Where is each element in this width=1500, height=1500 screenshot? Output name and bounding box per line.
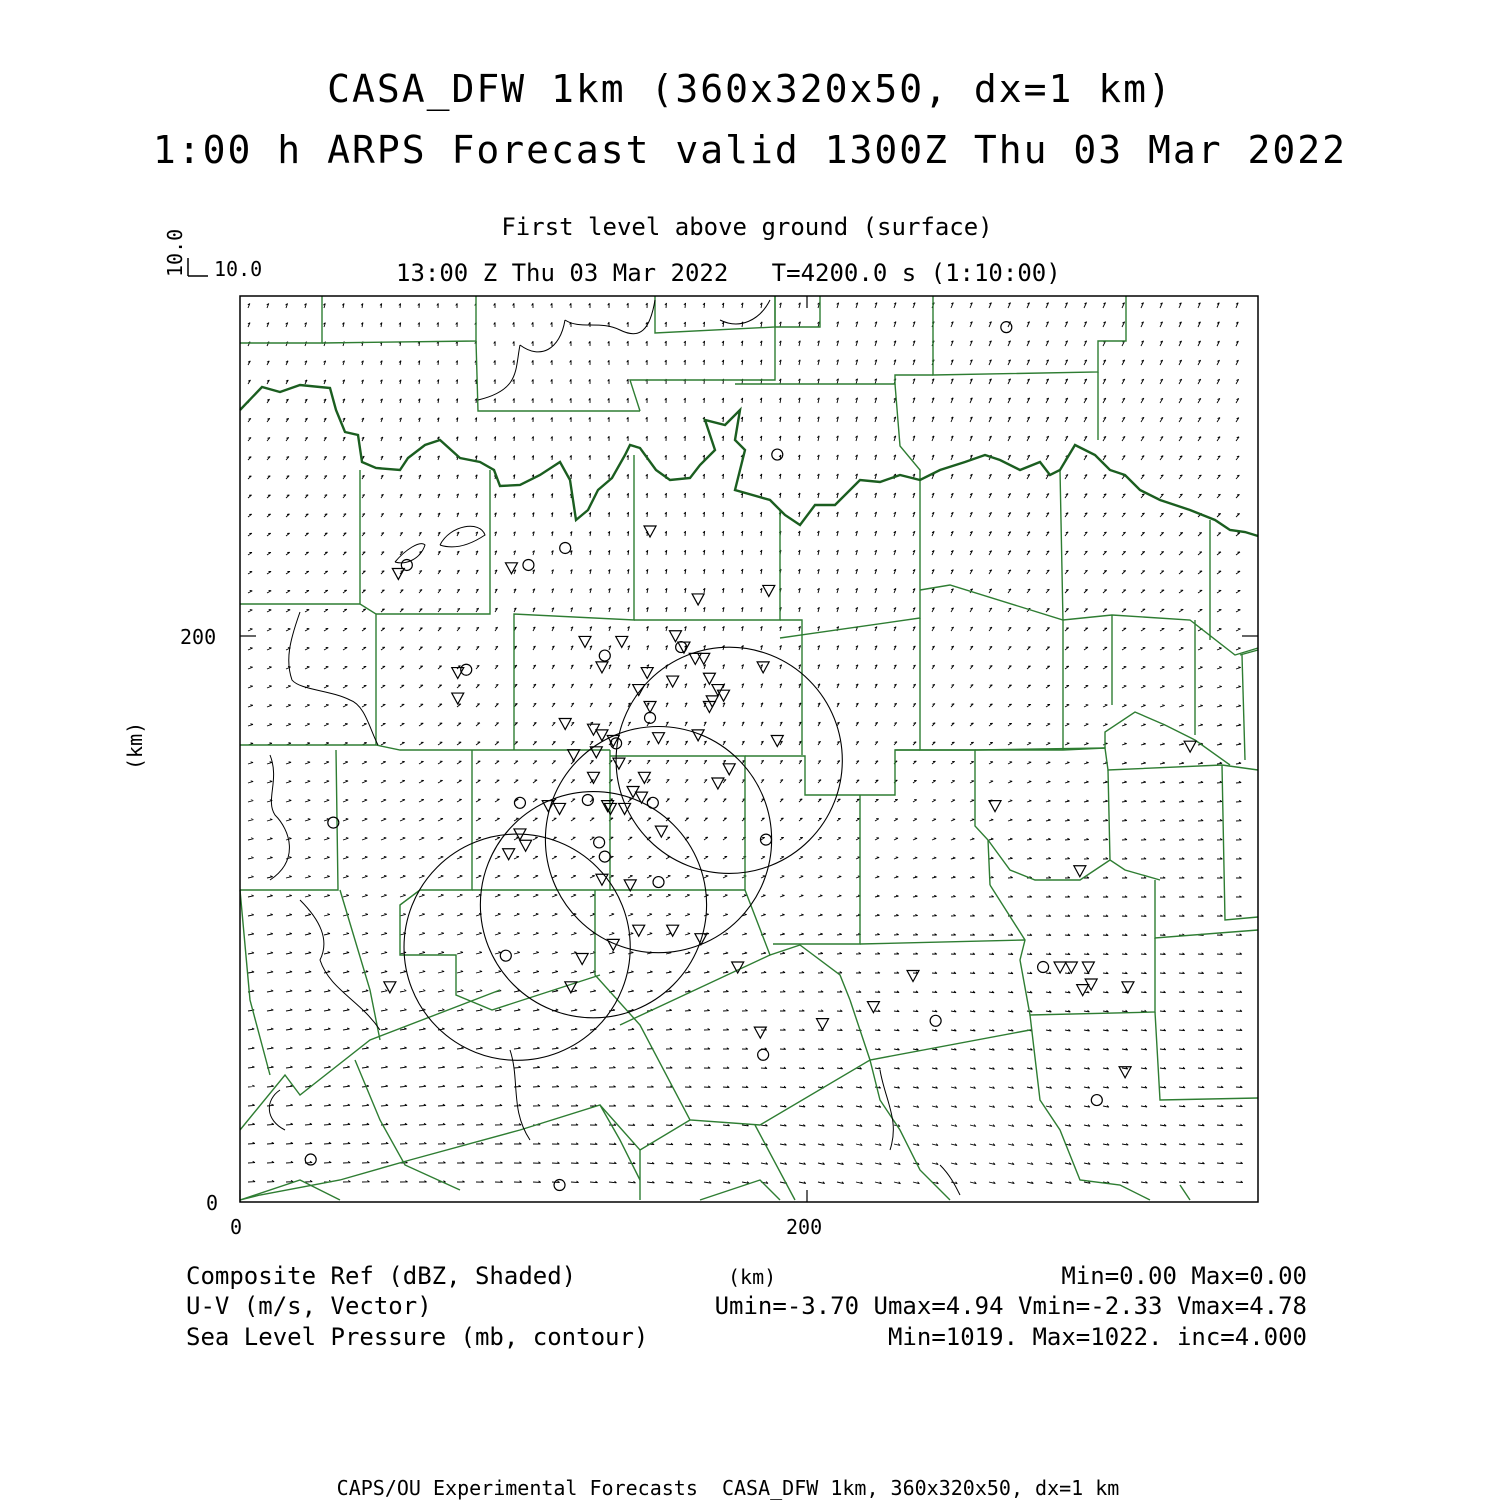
station-circle-marker (560, 542, 571, 553)
water-outlines (269, 300, 960, 1195)
station-triangle-marker (452, 693, 464, 704)
station-triangle-marker (712, 778, 724, 789)
station-triangle-marker (644, 526, 656, 537)
station-triangle-marker (653, 733, 665, 744)
footer-credit: CAPS/OU Experimental Forecasts CASA_DFW 1km, 360x320x50, dx=1 km (336, 1476, 1120, 1500)
station-triangle-marker (613, 758, 625, 769)
radar-range-rings (404, 647, 842, 1060)
y-tick-label-0: 0 (206, 1191, 219, 1215)
station-triangle-marker (554, 803, 566, 814)
station-triangle-marker (1122, 982, 1134, 993)
station-triangle-marker (1054, 962, 1066, 973)
station-triangle-marker (1065, 962, 1077, 973)
station-triangle-marker (559, 719, 571, 730)
radar-ring (480, 792, 706, 1018)
legend-reflectivity-stats: Min=0.00 Max=0.00 (1061, 1262, 1307, 1290)
station-triangle-marker (655, 826, 667, 837)
station-triangle-marker (689, 653, 701, 664)
y-tick-label-200: 200 (180, 625, 217, 649)
station-triangle-marker (771, 736, 783, 747)
station-triangle-marker (633, 685, 645, 696)
station-triangle-marker (1184, 741, 1196, 752)
station-triangle-marker (1082, 962, 1094, 973)
station-circle-marker (582, 794, 593, 805)
radar-ring (545, 726, 771, 952)
station-circle-marker (645, 712, 656, 723)
station-circle-marker (1038, 962, 1049, 973)
station-triangle-marker (624, 880, 636, 891)
station-triangle-marker (1074, 866, 1086, 877)
legend-pressure-stats: Min=1019. Max=1022. inc=4.000 (887, 1323, 1307, 1351)
station-triangle-marker (503, 849, 515, 860)
county-boundaries (240, 296, 1258, 1200)
radar-ring (404, 834, 630, 1060)
station-triangle-marker (641, 668, 653, 679)
station-triangle-marker (1077, 985, 1089, 996)
station-triangle-marker (817, 1019, 829, 1030)
station-triangle-marker (505, 563, 517, 574)
station-triangle-marker (392, 568, 404, 579)
station-triangle-marker (568, 750, 580, 761)
station-triangle-marker (644, 702, 656, 713)
station-circle-marker (523, 559, 534, 570)
vector-key (163, 229, 262, 281)
chart-title-line-2: 1:00 h ARPS Forecast valid 1300Z Thu 03 Mar 2022 (152, 128, 1348, 172)
station-circle-marker (500, 950, 511, 961)
vector-key-y-label: 10.0 (163, 228, 187, 277)
station-circle-marker (401, 559, 412, 570)
station-circle-marker (305, 1154, 316, 1165)
x-axis-unit: (km) (728, 1265, 777, 1289)
station-triangle-marker (616, 636, 628, 647)
station-triangle-marker (757, 662, 769, 673)
vector-key-x-label: 10.0 (214, 257, 263, 281)
station-triangle-marker (763, 585, 775, 596)
legend-wind-stats: Umin=-3.70 Umax=4.94 Vmin=-2.33 Vmax=4.78 (714, 1292, 1307, 1320)
legend-wind-label: U-V (m/s, Vector) (186, 1292, 432, 1320)
station-triangle-marker (587, 772, 599, 783)
station-triangle-marker (596, 874, 608, 885)
station-circle-marker (554, 1180, 565, 1191)
station-triangle-marker (667, 676, 679, 687)
station-circle-marker (1001, 322, 1012, 333)
station-triangle-marker (576, 954, 588, 965)
station-circle-marker (594, 837, 605, 848)
station-circle-marker (647, 797, 658, 808)
legend-reflectivity-label: Composite Ref (dBZ, Shaded) (186, 1262, 577, 1290)
y-axis-unit: (km) (123, 721, 147, 770)
wind-vector-arrows (248, 303, 1243, 1184)
station-triangle-marker (596, 662, 608, 673)
valid-time-line: 13:00 Z Thu 03 Mar 2022 T=4200.0 s (1:10:00) (396, 259, 1061, 287)
station-triangle-marker (636, 792, 648, 803)
wind-vector-field (248, 303, 1243, 1184)
station-triangle-marker (698, 653, 710, 664)
station-triangle-marker (723, 764, 735, 775)
station-circle-marker (772, 449, 783, 460)
station-triangle-marker (703, 673, 715, 684)
chart-title-line-1: CASA_DFW 1km (360x320x50, dx=1 km) (327, 67, 1173, 111)
x-tick-label-0: 0 (230, 1215, 243, 1239)
legend-pressure-label: Sea Level Pressure (mb, contour) (186, 1323, 649, 1351)
station-triangle-marker (669, 631, 681, 642)
station-circle-marker (599, 851, 610, 862)
station-circle-marker (930, 1015, 941, 1026)
station-circle-marker (611, 738, 622, 749)
station-circle-marker (758, 1049, 769, 1060)
station-triangle-marker (520, 840, 532, 851)
station-triangle-marker (579, 636, 591, 647)
station-circle-marker (599, 650, 610, 661)
station-triangle-marker (542, 801, 554, 812)
station-triangle-marker (907, 971, 919, 982)
station-circle-marker (1091, 1095, 1102, 1106)
chart-subtitle: First level above ground (surface) (501, 213, 993, 241)
station-triangle-marker (692, 594, 704, 605)
station-triangle-marker (989, 801, 1001, 812)
x-tick-label-200: 200 (786, 1215, 823, 1239)
station-circle-marker (514, 797, 525, 808)
station-circle-marker (653, 877, 664, 888)
station-triangle-marker (633, 925, 645, 936)
